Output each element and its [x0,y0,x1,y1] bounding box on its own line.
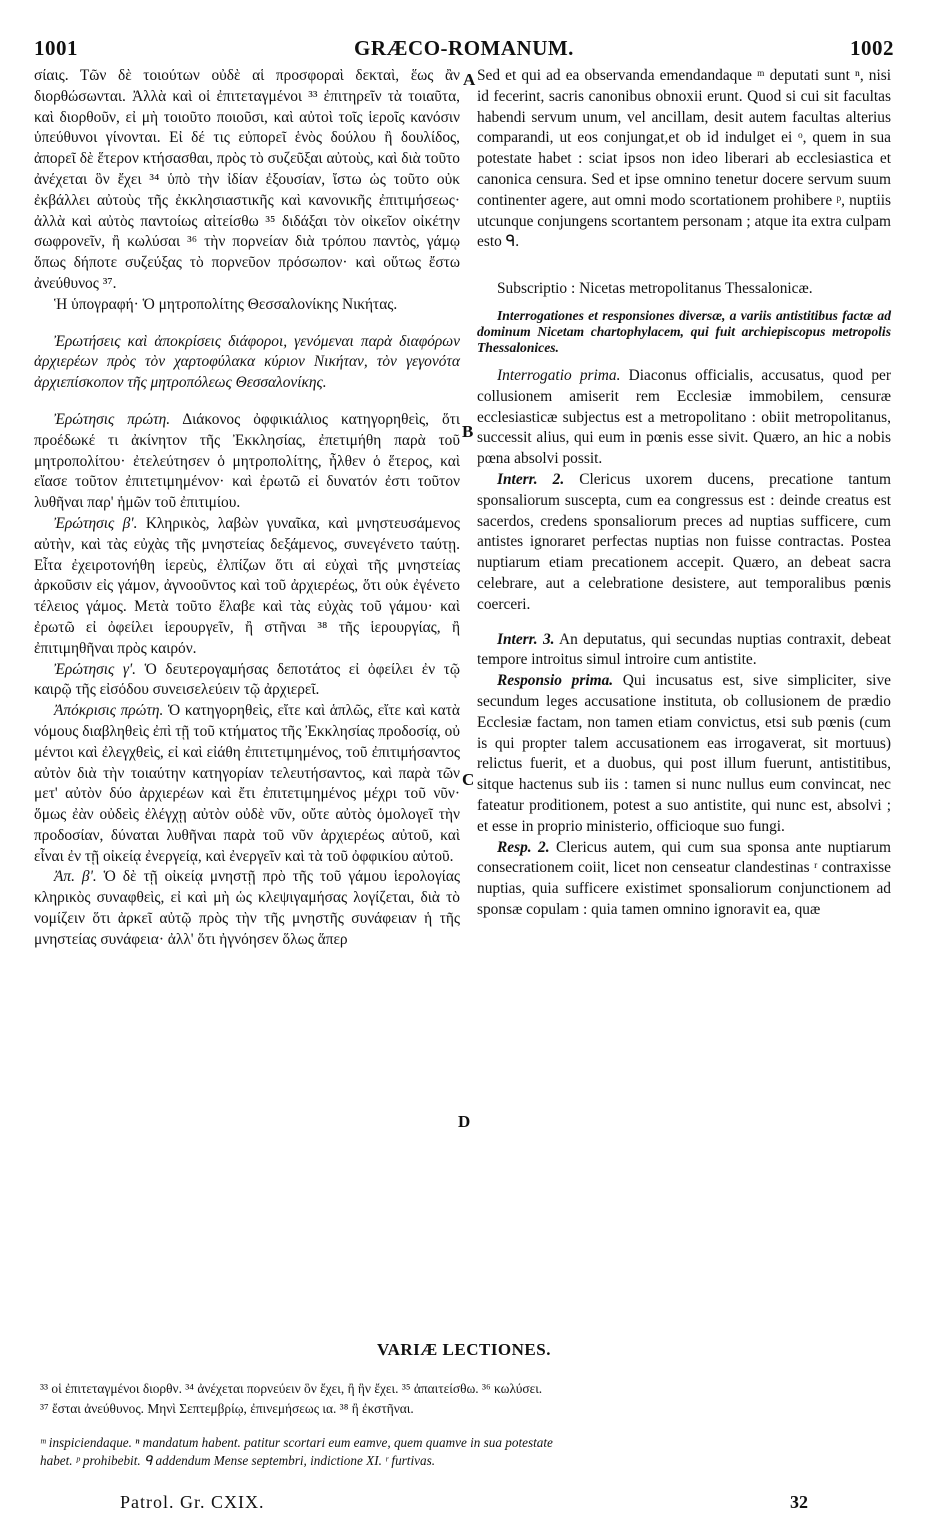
latin-question-1-label: Interrogatio prima. [497,366,621,384]
latin-question-1: Diaconus officialis, accusatus, quod per collusionem amiserit rem Ecclesiæ immobilem, censuræ ecclesiasticæ subjectus est a metropolitano : obiit metropolitanus, successit alius, qui eum in pœnis esse sivit. Quæro, an hic a nobis pœna absolvi possit. [477,366,891,468]
latin-heading: Interrogationes et responsiones diversæ, a variis antistitibus factæ ad dominum Nicetam chartophylacem, qui fuit archiepiscopus metropolis Thessalonices. [477,307,891,355]
latin-question-2: Clericus uxorem ducens, precatione tantum sponsaliorum suscepta, cum ea congressus est : deinde creatus est sacerdos, credens sponsaliorum preces ad nuptias sufficere, cum antistes ignoraret perfectas nuptias non fuisse contractas. Postea nuptiarum etiam precationem accepit. Quæro, an debeat sacra celebrare, aut a celebratione desistere, aut temporalibus pœnis coerceri. [477,470,891,613]
footer-signature-number: 32 [790,1492,808,1512]
greek-question-2-label: Ἐρώτησις β'. [54,514,138,532]
margin-marker-a: A [463,70,476,89]
running-header [34,36,894,66]
latin-question-2-label: Interr. 2. [497,470,565,488]
greek-question-3: Ὁ δευτερογαμήσας δεποτάτος εἰ ὀφείλει ἐν τῷ καιρῷ τῆς εἰσόδου συνεισελεύειν τῷ ἀρχιερεῖ. [34,660,460,699]
footer-volume: Patrol. Gr. CXIX. [120,1492,265,1512]
latin-answer-2-label: Resp. 2. [497,838,550,856]
latin-answer-2: Clericus autem, qui cum sua sponsa ante nuptiarum consecrationem coiit, licet non censeatur clandestinas ʳ contraxisse nuptias, quia sufficere existimet sponsaliorum conjunctionem ad sponsæ copulam : quia tamen omnino ignoravit ea, quæ [477,838,891,918]
latin-paragraph: Sed et qui ad ea observanda emendandaque ᵐ deputati sunt ⁿ, nisi id fecerint, sacris canonibus obnoxii erunt. Quod si cui sit facultas habendi servum unum, vel ancillam, desit autem facultas alterius comparandi, ut eos conjungat,et ob id indulget ei ᵒ, quem in sua potestate habet : sciat ipsos non ideo liberari ab ecclesiastica et canonica censura. Sed et ipse omnino tenetur docere servum suum continenter agere, aut omni modo scortationem prohibere ᵖ, nuptiis utcunque conjungens scortantem personam ; atque ita extra culpam esto ᑫ. [477,67,891,251]
margin-marker-d: D [458,1112,471,1131]
greek-question-3-label: Ἐρώτησις γ'. [54,660,137,678]
greek-answer-2-label: Ἀπ. β'. [54,868,97,886]
page-title: GRÆCO-ROMANUM. [354,36,574,60]
margin-marker-c: C [462,770,475,789]
latin-footnote-line: habet. ᵖ prohibebit. ᑫ addendum Mense septembri, indictione XI. ʳ furtivas. [40,1453,435,1468]
latin-footnote-line: ᵐ inspiciendaque. ⁿ mandatum habent. patitur scortari eum eamve, quem quamve in sua potestate [40,1435,553,1450]
variae-lectiones-title: VARIÆ LECTIONES. [377,1340,551,1359]
greek-question-1-label: Ἐρώτησις πρώτη. [54,410,171,428]
page-number-left: 1001 [34,36,78,60]
latin-answer-1-label: Responsio prima. [497,672,614,690]
greek-heading: Ἐρωτήσεις καὶ ἀποκρίσεις διάφοροι, γενόμεναι παρὰ διαφόρων ἀρχιερέων πρὸς τὸν χαρτοφύλακα κύριον Νικήταν, τὸν γεγονότα ἀρχιεπίσκοπον τῆς μητροπόλεως Θεσσαλονίκης. [34,332,460,392]
greek-paragraph: σίαις. Τῶν δὲ τοιούτων οὐδὲ αἱ προσφοραὶ δεκταὶ, ἕως ἂν διορθώσωνται. Ἀλλὰ καὶ οἱ ἐπιτεταγμένοι ³³ ἐπιτηρεῖν τὰ τοιαῦτα, καὶ διορθοῦν, εἰ μὴ τοιοῦτο ποιοῦσι, καὶ αὐτοὶ τοῖς ἱεροῖς κανόσιν ὑπεύθυνοι γίνονται. Εἰ δέ τις εὐπορεῖ ἑνὸς δούλου ἢ δουλίδος, ἀπορεῖ δὲ ἕτερον κτήσασθαι, πρὸς τὸ συζεῦξαι αὐτοὺς, καὶ διὰ τοῦτο ἀνέχεται ὃν ἔχει ³⁴ ὑπὸ τὴν ἰδίαν ἐξουσίαν, ἴστω ὡς τοῦτο οὐκ ἐκβάλλει αὐτοὺς τῆς ἐκκλησιαστικῆς καὶ κανονικῆς ἐπιτιμήσεως· ἀλλὰ καὶ αὐτὸς παντοίως αἰτείσθω ³⁵ διδάξαι τὸν οἰκεῖον οἰκέτην σωφρονεῖν, ἢ κωλύσαι ³⁶ τὴν πορνείαν διὰ τρόπου παντὸς, γάμῳ ὅπως δήποτε συζεύξας τὸ πορνεῦον πρόσωπον· καὶ οὕτως ἔστω ἀνεύθυνος ³⁷. [34,67,460,292]
latin-subscription: Subscriptio : Nicetas metropolitanus Thessalonicæ. [497,280,813,298]
greek-column [34,66,460,951]
greek-answer-1-label: Ἀπόκρισις πρώτη. [54,702,164,720]
greek-answer-1: Ὁ κατηγορηθεὶς, εἴτε καὶ ἁπλῶς, εἴτε καὶ κατὰ νόμους διαβληθεὶς ἐπὶ τῇ τοῦ κτήματος τῆς Ἐκκλησίας προδοσίᾳ, οὐ μέντοι καὶ ἐλεγχθεὶς, εἰ καὶ εἰάθη ἐπιτετιμημένος, τοῦ ἐπιτιμήσαντος αὐτὸν διὰ τὴν τοιαύτην κατηγορίαν τελευτήσαντος, καὶ παρὰ τῶν μετ' αὐτὸν δύο ἀρχιερέων καὶ ἔτι ἐπιτετιμημένος μέχρι τοῦ νῦν· ὅμως ἐὰν οὐδεὶς ἐλέγχῃ αὐτὸν οὐδὲ νῦν, οὔτε αὐτὸς ὁμολογεῖ τὴν προδοσίαν, δύναται λυθῆναι παρὰ τοῦ νῦν ἀρχιερέως αὐτοῦ, καὶ εἶναι ἐν τῇ οἰκείᾳ ἐνεργείᾳ, καὶ ἐνεργεῖν καὶ τὰ τοῦ ὀφφικίου αὐτοῦ. [34,702,460,865]
margin-marker-b: B [462,422,474,441]
page-footer [120,1492,808,1518]
greek-question-1: Διάκονος ὀφφικιάλιος κατηγορηθεὶς, ὅτι προέδωκέ τι ἀκίνητον τῆς Ἐκκλησίας, ἐπετιμήθη παρὰ τοῦ μητροπολίτου· ἐτελεύτησεν ὁ μητροπολίτης, ἦλθεν ὁ ἕτερος, καὶ εἴασε τοῦτον ἐπιτετιμημένον· καὶ ἐρωτῶ εἰ δυνατόν ἐστι τοῦτον λυθῆναι παρ' ἡμῶν τοῦ ἐπιτιμίου. [34,410,461,512]
variae-lectiones-line: ³³ οἱ ἐπιτεταγμένοι διορθν. ³⁴ ἀνέχεται πορνεύειν ὃν ἔχει, ἢ ἣν ἔχει. ³⁵ ἀπαιτείσθω. ³⁶ κωλύσει. [40,1381,543,1396]
latin-question-3: An deputatus, qui secundas nuptias contraxit, debeat tempore introitus simul introire cum antistite. [477,630,892,669]
page-number-right: 1002 [850,36,894,60]
greek-question-2: Κληρικὸς, λαβὼν γυναῖκα, καὶ μνηστευσάμενος αὐτὴν, καὶ τὰς εὐχὰς τῆς μνηστείας δεξάμενος, συνεγένετο ταύτῃ. Εἶτα ἐχειροτονήθη ἱερεὺς, ἐλπίζων ὅτι αἱ εὐχαὶ τῆς μνηστείας ἀρκοῦσιν εἰς γάμον, ἀγνοοῦντος καὶ τοῦ ἀρχιερέως, ὅτι οὐκ ἐγένετο τέλειος γάμος. Μετὰ τοῦτο ἔλαβε καὶ τὰς εὐχὰς τοῦ γάμου· καὶ ἐρωτῶ εἰ ὀφείλει ἱερουργεῖν, ἢ στῆναι ³⁸ τῆς ἱερουργίας, ἢ ἐπιτιμηθῆναι πρὸς καιρόν. [34,514,460,657]
greek-answer-2: Ὁ δὲ τῇ οἰκείᾳ μνηστῇ πρὸ τῆς τοῦ γάμου ἱερολογίας κληρικὸς συναφθεὶς, εἰ καὶ μὴ ὡς κλεψιγαμήσας λογίζεται, διὰ τὸ νομίζειν ὅτι ἀρκεῖ αὐτῷ πρὸς τὴν τῆς μνηστῆς συνάφειαν ἡ τῆς μνηστείας συνάφεια· ἀλλ' ὅτι ἠγνόησεν ὅλως ἅπερ [34,868,460,948]
latin-question-3-label: Interr. 3. [497,630,555,648]
variae-lectiones-line: ³⁷ ἔσται ἀνεύθυνος. Μηνὶ Σεπτεμβρίῳ, ἐπινεμήσεως ια. ³⁸ ἢ ἐκστῆναι. [40,1401,414,1416]
greek-subscription: Ἡ ὑπογραφή· Ὁ μητροπολίτης Θεσσαλονίκης Νικήτας. [54,295,398,313]
latin-answer-1: Qui incusatus est, sive simpliciter, sive secundum leges accusatione instituta, ob collusionem de prædio Ecclesiæ factam, non tamen etiam convictus, etsi sub pœnis (cum is qui propter talem accusationem eas irrogaverat, sit mortuus) relictus fuerit, et a duobus, qui post illum fuerunt, antistitibus, sitque hactenus sub iis : tamen si nunc nullus eum convincat, nec fateatur proditionem, potest a suo antistite, qui nunc est, absolvi ; et esse in proprio ministerio, officioque suo fungi. [477,672,891,835]
latin-column [477,66,891,921]
